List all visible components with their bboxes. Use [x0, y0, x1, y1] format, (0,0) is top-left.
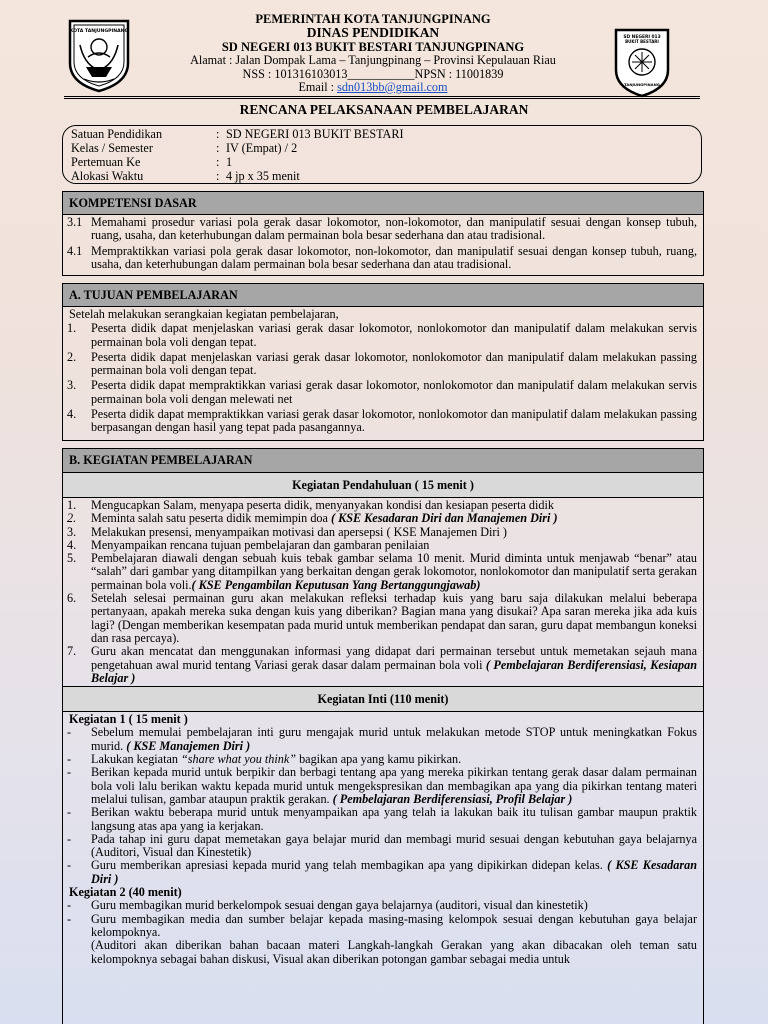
kegiatan-2-title: Kegiatan 2 (40 menit)	[69, 885, 182, 900]
pendahuluan-heading: Kegiatan Pendahuluan ( 15 menit )	[63, 472, 703, 498]
letterhead-divider	[64, 96, 700, 99]
svg-text:SD NEGERI 013: SD NEGERI 013	[623, 35, 661, 40]
item-text: Mengucapkan Salam, menyapa peserta didik, menyanyakan kondisi dan kesiapan peserta didik	[91, 498, 554, 512]
inti-heading: Kegiatan Inti (110 menit)	[63, 686, 703, 712]
kse-tag: ( KSE Manajemen Diri )	[126, 738, 251, 753]
tujuan-intro: Setelah melakukan serangkaian kegiatan pembelajaran,	[69, 307, 339, 321]
item-number: 1.	[67, 498, 77, 512]
letterhead	[0, 10, 768, 96]
list-item	[67, 833, 697, 860]
document-title: RENCANA PELAKSANAAN PEMBELAJARAN	[239, 102, 529, 117]
identity-label: Pertemuan Ke	[71, 155, 141, 169]
school-email-line	[150, 81, 596, 95]
item-text: Menyampaikan rencana tujuan pembelajaran dan gambaran penilaian	[91, 537, 430, 552]
list-item	[67, 753, 697, 766]
item-text: Melakukan presensi, menyampaikan motivasi dan apersepsi ( KSE Manajemen Diri )	[91, 524, 507, 539]
list-item	[67, 526, 697, 539]
svg-text:BUKIT BESTARI: BUKIT BESTARI	[625, 39, 659, 44]
kse-tag: ( KSE Kesadaran Diri dan Manajemen Diri )	[330, 511, 558, 526]
tujuan-section	[62, 283, 704, 441]
identity-separator: :	[216, 155, 220, 169]
identity-value: 4 jp x 35 menit	[226, 169, 300, 183]
email-label: Email :	[298, 80, 338, 94]
item-bullet: -	[67, 805, 72, 820]
school-nss-npsn: NSS : 101316103013___________NPSN : 11001839	[242, 66, 504, 81]
item-text: (Auditori akan diberikan bahan bacaan materi Langkah-langkah Gerakan yang akan dibacakan oleh teman satu kelompoknya sebagai bahan diskusi, Visual akan diberikan potongan gambar sebagai media untuk	[91, 938, 697, 966]
identity-label: Alokasi Waktu	[71, 169, 144, 183]
item-number: 3.1	[67, 215, 83, 229]
list-item	[67, 351, 697, 378]
item-text: Guru membagikan media dan sumber belajar kepada masing-masing kelompok sesuai dengan kebutuhan gaya belajar kelompoknya.	[91, 911, 697, 939]
list-item	[67, 408, 697, 435]
item-text: Berikan waktu beberapa murid untuk menyampaikan apa yang telah ia lakukan baik itu tulisan gambar maupun praktik langsung atas apa yang ia kerjakan.	[91, 805, 697, 833]
list-item	[67, 512, 697, 525]
item-text: Guru memberikan apresiasi kepada murid yang telah membagikan apa yang dipikirkan didepan kelas. ( KSE Kesadaran Diri )	[91, 858, 697, 886]
list-item	[67, 216, 697, 243]
identity-value: SD NEGERI 013 BUKIT BESTARI	[226, 127, 404, 141]
email-link[interactable]: sdn013bb@gmail.com	[337, 80, 448, 94]
item-number: 4.1	[67, 243, 83, 258]
school-name: SD NEGERI 013 BUKIT BESTARI TANJUNGPINANG	[221, 40, 525, 54]
item-bullet: -	[67, 911, 72, 926]
city-emblem-logo	[66, 17, 132, 93]
item-text: Peserta didik dapat mempraktikkan variasi gerak dasar lokomotor, nonlokomotor dan manipulatif dalam melakukan servis permainan bola voli dengan melewati net	[91, 378, 697, 406]
item-bullet: -	[67, 898, 72, 913]
list-item	[67, 245, 697, 272]
item-text: Guru akan mencatat dan menggunakan informasi yang didapat dari permainan tersebut untuk memetakan sejauh mana pengetahuan awal murid tentang Variasi gerak dasar dalam permainan bola voli ( Pembelajaran Berdiferensiasi, Kesiapan Belajar )	[91, 644, 697, 685]
kegiatan-1-title: Kegiatan 1 ( 15 menit )	[69, 712, 188, 727]
svg-text:KOTA TANJUNGPINANG: KOTA TANJUNGPINANG	[69, 29, 129, 34]
letterhead-text	[150, 13, 596, 95]
inti-list	[63, 712, 703, 966]
item-bullet: -	[67, 858, 72, 873]
activity-quote: “share what you think”	[181, 752, 297, 767]
item-bullet: -	[67, 765, 72, 780]
item-bullet: -	[67, 831, 72, 846]
item-number: 3.	[67, 378, 77, 393]
identity-value: 1	[226, 155, 233, 169]
tujuan-list	[63, 307, 703, 435]
list-item	[67, 592, 697, 645]
list-item	[67, 379, 697, 406]
identity-row	[71, 141, 701, 155]
kegiatan-heading: B. KEGIATAN PEMBELAJARAN	[63, 449, 703, 472]
identity-separator: :	[216, 127, 220, 141]
item-text: Pada tahap ini guru dapat memetakan gaya belajar murid dan membagi murid sesuai dengan kebutuhan gaya belajarnya (Auditori, Visual dan Kinestetik)	[91, 831, 697, 860]
list-item	[67, 645, 697, 685]
item-text: Peserta didik dapat menjelaskan variasi gerak dasar lokomotor, nonlokomotor dan manipulatif dalam melakukan servis permainan bola voli dengan tepat.	[91, 321, 697, 349]
identity-label: Satuan Pendidikan	[71, 127, 163, 141]
identity-separator: :	[216, 141, 220, 155]
kse-tag: ( Pembelajaran Berdiferensiasi, Profil Belajar )	[332, 791, 573, 806]
item-number: 4.	[67, 407, 77, 422]
svg-text:TANJUNGPINANG: TANJUNGPINANG	[624, 82, 660, 87]
list-item	[67, 913, 697, 940]
item-number: 3.	[67, 524, 77, 539]
item-number: 2.	[67, 349, 77, 364]
item-text: Memahami prosedur variasi pola gerak dasar lokomotor, non-lokomotor, dan manipulatif sesuai dengan konsep tubuh, ruang, usaha, dan keterhubungan dalam permainan bola besar sederhana dan atau tradisional.	[91, 215, 697, 243]
kse-tag: ( Pembelajaran Berdiferensiasi, Kesiapan Belajar )	[91, 657, 697, 685]
department-name: DINAS PENDIDIKAN	[306, 25, 440, 40]
item-text: Sebelum memulai pembelajaran inti guru mengajak murid untuk melakukan metode STOP untuk meningkatkan Fokus murid. ( KSE Manajemen Diri )	[91, 725, 697, 753]
list-item	[67, 899, 697, 912]
school-logo	[610, 26, 674, 98]
item-text: Peserta didik dapat menjelaskan variasi gerak dasar lokomotor, nonlokomotor dan manipulatif dalam melakukan passing permainan bola voli dengan tepat.	[91, 349, 697, 378]
kompetensi-dasar-section	[62, 191, 704, 276]
list-item	[67, 726, 697, 753]
identity-row	[71, 155, 701, 169]
kompetensi-list	[63, 215, 703, 271]
item-text: Mempraktikkan variasi pola gerak dasar lokomotor, non-lokomotor, dan manipulatif sesuai dengan konsep tubuh, ruang, usaha, dan keterhubungan dalam permainan bola besar sederhana dan atau tradisional.	[91, 243, 697, 271]
identity-value: IV (Empat) / 2	[226, 141, 298, 155]
list-item	[67, 806, 697, 833]
item-number: 5.	[67, 551, 77, 566]
identity-label: Kelas / Semester	[71, 141, 153, 155]
kse-tag: ( KSE Kesadaran Diri )	[91, 858, 697, 886]
item-number: 1.	[67, 321, 77, 336]
item-text: Peserta didik dapat mempraktikkan variasi gerak dasar lokomotor, nonlokomotor dan manipulatif dalam melakukan passing berpasangan dengan hasil yang tepat pada pasangannya.	[91, 407, 697, 435]
kompetensi-heading: KOMPETENSI DASAR	[63, 192, 703, 215]
government-name: PEMERINTAH KOTA TANJUNGPINANG	[255, 12, 491, 26]
identity-row	[71, 127, 701, 141]
item-number: 4.	[67, 537, 77, 552]
identity-row	[71, 169, 701, 183]
list-item	[67, 859, 697, 886]
pendahuluan-list	[63, 498, 703, 685]
item-text: Berikan kepada murid untuk berpikir dan berbagi tentang apa yang mereka pikirkan tentang gerak dasar dalam permainan bola voli lalu berikan waktu kepada murid untuk mengekspresikan dan membagikan apa yang dia pikirkan tentang materi melalui tulisan, gambar ataupun praktik gerakan. ( Pembelajaran Berdiferensiasi, Profil Belajar )	[91, 765, 697, 806]
list-item	[67, 766, 697, 806]
list-item	[67, 499, 697, 512]
list-item	[67, 552, 697, 592]
item-number: 2.	[67, 511, 77, 526]
identity-box	[62, 125, 702, 184]
identity-separator: :	[216, 169, 220, 183]
item-number: 7.	[67, 644, 77, 659]
item-text: Lakukan kegiatan “share what you think” bagikan apa yang kamu pikirkan.	[91, 752, 462, 767]
item-number: 6.	[67, 591, 77, 606]
list-item	[67, 539, 697, 552]
list-item	[67, 939, 697, 966]
item-text: Meminta salah satu peserta didik memimpin doa ( KSE Kesadaran Diri dan Manajemen Diri )	[91, 511, 558, 526]
kegiatan-section	[62, 448, 704, 1024]
item-bullet	[67, 939, 91, 966]
item-text: Guru membagikan murid berkelompok sesuai dengan gaya belajarnya (auditori, visual dan kinestetik)	[91, 898, 588, 913]
item-bullet: -	[67, 725, 72, 740]
kse-tag: ( KSE Pengambilan Keputusan Yang Bertanggungjawab)	[191, 577, 481, 592]
list-item	[67, 322, 697, 349]
tujuan-heading: A. TUJUAN PEMBELAJARAN	[63, 284, 703, 307]
item-bullet: -	[67, 752, 72, 767]
school-address: Alamat : Jalan Dompak Lama – Tanjungpinang – Provinsi Kepulauan Riau	[190, 53, 556, 67]
item-text: Setelah selesai permainan guru akan melakukan refleksi terhadap kuis yang baru saja dilakukan melalui beberapa pertanyaan, apakah mereka suka dengan kuis yang diberikan? Bagian mana yang disukai? Apa saran mereka jika ada kuis lagi? (Dengan memberikan kesempatan pada murid untuk memberikan pendapat dan saran, guru dapat membangun koneksi dan rasa percaya).	[91, 591, 697, 645]
item-text: Pembelajaran diawali dengan sebuah kuis tebak gambar selama 10 menit. Murid diminta untuk menjawab “benar” atau “salah” dari gambar yang ditampilkan yang berkaitan dengan gerak lokomotor, nonlokomotor dan manipulatif serta gerakan permainan bola voli.( KSE Pengambilan Keputusan Yang Bertanggungjawab)	[91, 551, 697, 592]
